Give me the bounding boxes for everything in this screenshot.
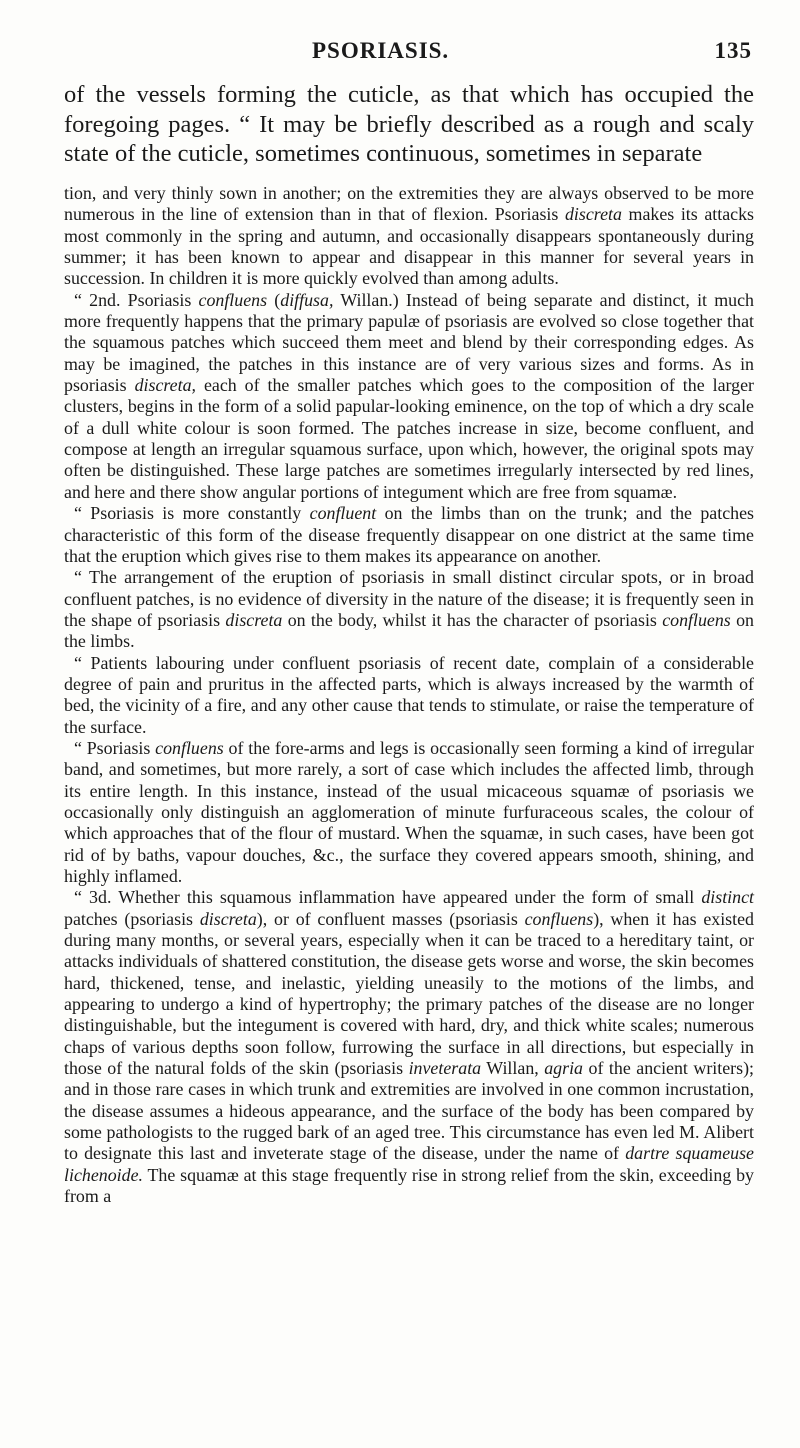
intro-paragraph: of the vessels forming the cuticle, as that which has occupied the foregoing pages. “ It may be briefly described as a rough and scaly state of the cuticle, sometimes continuous, sometimes in separate [64, 81, 754, 167]
text-run: makes its attacks most commonly in the spring and autumn, and occasionally disappears spontaneously during summer; it has been known to appear and disappear in this manner for several years in succession. In children it is more quickly evolved than among adults. [64, 204, 754, 289]
text-run: ), or of confluent masses (psoriasis [256, 908, 525, 929]
text-run: of the fore-arms and legs is occasionally seen forming a kind of irregular band, and sometimes, but more rarely, a sort of case which includes the affected limb, through its entire length. In this instance, instead of the usual micaceous squamæ of psoriasis we occasionally only distinguish an agglomeration of minute furfuraceous scales, the colour of which approaches that of the flour of mustard. When the squamæ, in such cases, have been got rid of by baths, vapour douches, &c., the surface they covered appears smooth, shining, and highly inflamed. [64, 737, 754, 886]
text-run: ( [267, 289, 281, 310]
text-run: each of the smaller patches which goes to the composition of the larger clusters, begins in the form of a solid papular-looking eminence, on the top of which a dry scale of a dull white colour is soon formed. The patches increase in size, become confluent, and compose at length an irregular squamous surface, upon which, however, the original spots may often be distinguished. These large patches are sometimes irregularly intersected by red lines, and here and there show angular portions of integument which are free from squamæ. [64, 375, 754, 502]
italic-term: distinct [701, 887, 754, 908]
text-run: “ 3d. Whether this squamous inflammation have appeared under the form of small [74, 887, 702, 908]
text-run: on the limbs. [64, 609, 754, 652]
italic-term: confluens [662, 609, 731, 630]
body-paragraph [64, 290, 754, 503]
body-paragraph [64, 503, 754, 567]
text-run: ), when it has existed during many months, or several years, especially when it can be traced to a hereditary taint, or attacks individuals of shattered constitution, the disease gets worse and worse, the skin becomes hard, thickened, tense, and inelastic, yielding uneasily to the motions of the limbs, and appearing to undergo a kind of hypertrophy; the primary patches of the disease are no longer distinguishable, but the integument is covered with hard, dry, and thick white scales; numerous chaps of various depths soon follow, furrowing the surface in all directions, but especially in those of the natural folds of the skin (psoriasis [64, 908, 754, 1079]
text-run: on the limbs than on the trunk; and the patches characteristic of this form of the disease frequently disappear on one district at the same time that the eruption which gives rise to them makes its appearance on another. [64, 503, 754, 566]
text-run: “ Psoriasis is more constantly [74, 503, 310, 524]
italic-term: confluens [155, 737, 224, 758]
text-run: patches (psoriasis [64, 908, 200, 929]
text-run: “ 2nd. Psoriasis [74, 289, 199, 310]
italic-term: discreta [225, 609, 283, 630]
text-run: “ Patients labouring under confluent psoriasis of recent date, complain of a considerable degree of pain and pruritus in the affected parts, which is always increased by the warmth of bed, the vicinity of a fire, and any other cause that tends to stimulate, or raise the temperature of the surface. [64, 652, 754, 737]
page-number: 135 [714, 38, 752, 63]
italic-term: confluens [524, 908, 594, 929]
body-paragraph [64, 653, 754, 738]
running-head [64, 38, 752, 72]
body-paragraph [64, 183, 754, 290]
text-run: Willan.) Instead of being separate and distinct, it much more frequently happens that the primary papulæ of psoriasis are evolved so close together that the squamous patches which succeed them meet and blend by their corresponding edges. As may be imagined, the patches in this instance are of very various sizes and forms. As in psoriasis [64, 289, 754, 396]
running-title: PSORIASIS. [312, 38, 450, 63]
text-run: “ The arrangement of the eruption of psoriasis in small distinct circular spots, or in broad confluent patches, is no evidence of diversity in the nature of the disease; it is frequently seen in the shape of psoriasis [64, 567, 754, 630]
text-run: The squamæ at this stage frequently rise in strong relief from the skin, exceeding by from a [64, 1164, 754, 1207]
italic-term: confluent [309, 503, 377, 524]
text-run: on the body, whilst it has the character of psoriasis [282, 609, 663, 630]
italic-term: discreta [564, 204, 622, 225]
italic-term: agria [544, 1058, 584, 1079]
text-run: Willan, [481, 1058, 545, 1079]
text-run: tion, and very thinly sown in another; on the extremities they are always observed to be more numerous in the line of extension than in that of flexion. Psoriasis [64, 183, 754, 225]
body-text [64, 183, 754, 1208]
italic-term: dartre squameuse lichenoide. [64, 1143, 754, 1185]
italic-term: discreta [199, 908, 257, 929]
body-paragraph [64, 887, 754, 1207]
italic-term: discreta, [134, 375, 197, 396]
italic-term: diffusa, [280, 289, 334, 310]
italic-term: inveterata [408, 1058, 482, 1079]
italic-term: confluens [198, 289, 268, 310]
text-run: “ Psoriasis [74, 737, 156, 758]
body-paragraph [64, 738, 754, 887]
body-paragraph [64, 567, 754, 652]
text-run: of the ancient writers); and in those rare cases in which trunk and extremities are involved in one common incrustation, the disease assumes a hideous appearance, and the surface of the body has been compared by some pathologists to the rugged bark of an aged tree. This circumstance has even led M. Alibert to designate this last and inveterate stage of the disease, under the name of [64, 1058, 755, 1164]
